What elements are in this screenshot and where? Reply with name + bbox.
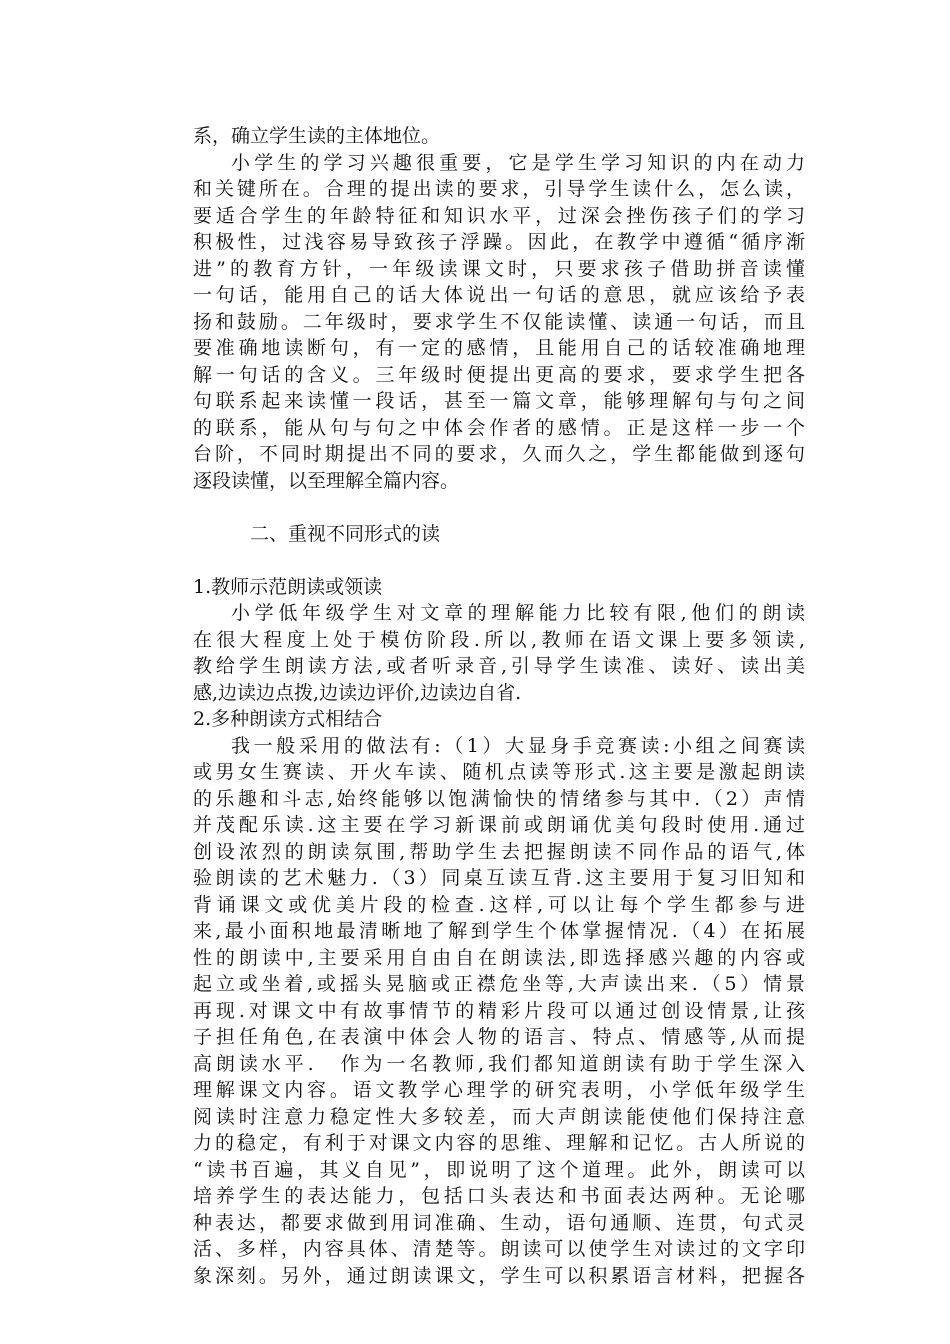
paragraph-line: 系，确立学生读的主体地位。	[193, 125, 441, 147]
paragraph-line: 积极性，过浅容易导致孩子浮躁。因此，在教学中遵循“循序渐	[193, 231, 805, 253]
paragraph-line: 逐段读懂，以至理解全篇内容。	[193, 469, 460, 492]
paragraph-line: 种表达，都要求做到用词准确、生动，语句通顺、连贯，句式灵	[193, 1211, 805, 1234]
paragraph-line: 力的稳定，有利于对课文内容的思维、理解和记忆。古人所说的	[193, 1132, 805, 1154]
paragraph-line: 在很大程度上处于模仿阶段.所以,教师在语文课上要多领读,	[193, 628, 805, 651]
paragraph-interest	[193, 150, 805, 495]
paragraph-line: 进”的教育方针，一年级读课文时，只要求孩子借助拼音读懂	[193, 257, 805, 280]
paragraph-line: 的联系，能从句与句之中体会作者的感情。正是这样一步一个	[193, 416, 805, 439]
paragraph-line: “读书百遍，其义自见”，即说明了这个道理。此外，朗读可以	[193, 1158, 805, 1181]
paragraph-line: 再现.对课文中有故事情节的精彩片段可以通过创设情景,让孩	[193, 999, 805, 1022]
paragraph-line: 象深刻。另外，通过朗读课文，学生可以积累语言材料，把握各	[193, 1264, 805, 1287]
section-heading: 二、重视不同形式的读	[250, 522, 441, 545]
paragraph-line: 验朗读的艺术魅力.（3）同桌互读互背.这主要用于复习旧知和	[193, 867, 805, 889]
paragraph-line: 的乐趣和斗志,始终能够以饱满愉快的情绪参与其中.（2）声情	[193, 787, 805, 810]
paragraph-line: 理解课文内容。语文教学心理学的研究表明，小学低年级学生	[193, 1079, 805, 1101]
paragraph-line: 要准确地读断句，有一定的感情，且能用自己的话较准确地理	[193, 337, 805, 359]
paragraph-line: 并茂配乐读.这主要在学习新课前或朗诵优美句段时使用.通过	[193, 814, 805, 836]
paragraph-line: 性的朗读中,主要采用自由自在朗读法,即选择感兴趣的内容或	[193, 946, 805, 969]
paragraph-line: 小学生的学习兴趣很重要，它是学生学习知识的内在动力	[231, 151, 805, 174]
paragraph-line: 解一句话的含义。三年级时便提出更高的要求，要求学生把各	[193, 363, 805, 386]
paragraph-line: 或男女生赛读、开火车读、随机点读等形式.这主要是激起朗读	[193, 761, 805, 783]
paragraph-line: 要适合学生的年龄特征和知识水平，过深会挫伤孩子们的学习	[193, 204, 805, 227]
paragraph-line: 和关键所在。合理的提出读的要求，引导学生读什么，怎么读，	[193, 178, 805, 200]
paragraph-reading-methods	[193, 733, 805, 1290]
blank-line	[193, 494, 805, 521]
paragraph-line: 阅读时注意力稳定性大多较差，而大声朗读能使他们保持注意	[193, 1105, 805, 1128]
paragraph-line: 子担任角色,在表演中体会人物的语言、特点、情感等,从而提	[193, 1026, 805, 1048]
paragraph-line: 起立或坐着,或摇头晃脑或正襟危坐等,大声读出来.（5）情景	[193, 973, 805, 995]
document-page	[193, 123, 805, 1289]
paragraph-line: 背诵课文或优美片段的检查.这样,可以让每个学生都参与进	[193, 893, 805, 916]
blank-line	[193, 547, 805, 574]
paragraph-line: 来,最小面积地最清晰地了解到学生个体掌握情况.（4）在拓展	[193, 920, 805, 942]
paragraph-model-reading	[193, 600, 805, 706]
paragraph-line: 一句话，能用自己的话大体说出一句话的意思，就应该给予表	[193, 284, 805, 306]
paragraph-line: 感,边读边点拨,边读边评价,边读边自省.	[193, 681, 522, 704]
paragraph-line: 创设浓烈的朗读氛围,帮助学生去把握朗读不同作品的语气,体	[193, 840, 805, 863]
paragraph-line: 小学低年级学生对文章的理解能力比较有限,他们的朗读	[231, 602, 805, 624]
paragraph-line: 台阶，不同时期提出不同的要求，久而久之，学生都能做到逐句	[193, 443, 805, 465]
paragraph-line: 活、多样，内容具体、清楚等。朗读可以使学生对读过的文字印	[193, 1238, 805, 1260]
paragraph-line: 教给学生朗读方法,或者听录音,引导学生读准、读好、读出美	[193, 655, 805, 677]
subsection-heading: 1.教师示范朗读或领读	[193, 575, 383, 598]
subsection-heading: 2.多种朗读方式相结合	[193, 708, 383, 730]
paragraph-line: 培养学生的表达能力，包括口头表达和书面表达两种。无论哪	[193, 1185, 805, 1207]
paragraph-line: 我一般采用的做法有:（1）大显身手竞赛读:小组之间赛读	[231, 734, 805, 757]
paragraph-line: 高朗读水平. 作为一名教师,我们都知道朗读有助于学生深入	[193, 1052, 805, 1075]
paragraph-line: 句联系起来读懂一段话，甚至一篇文章，能够理解句与句之间	[193, 390, 805, 412]
paragraph-line: 扬和鼓励。二年级时，要求学生不仅能读懂、读通一句话，而且	[193, 310, 805, 333]
